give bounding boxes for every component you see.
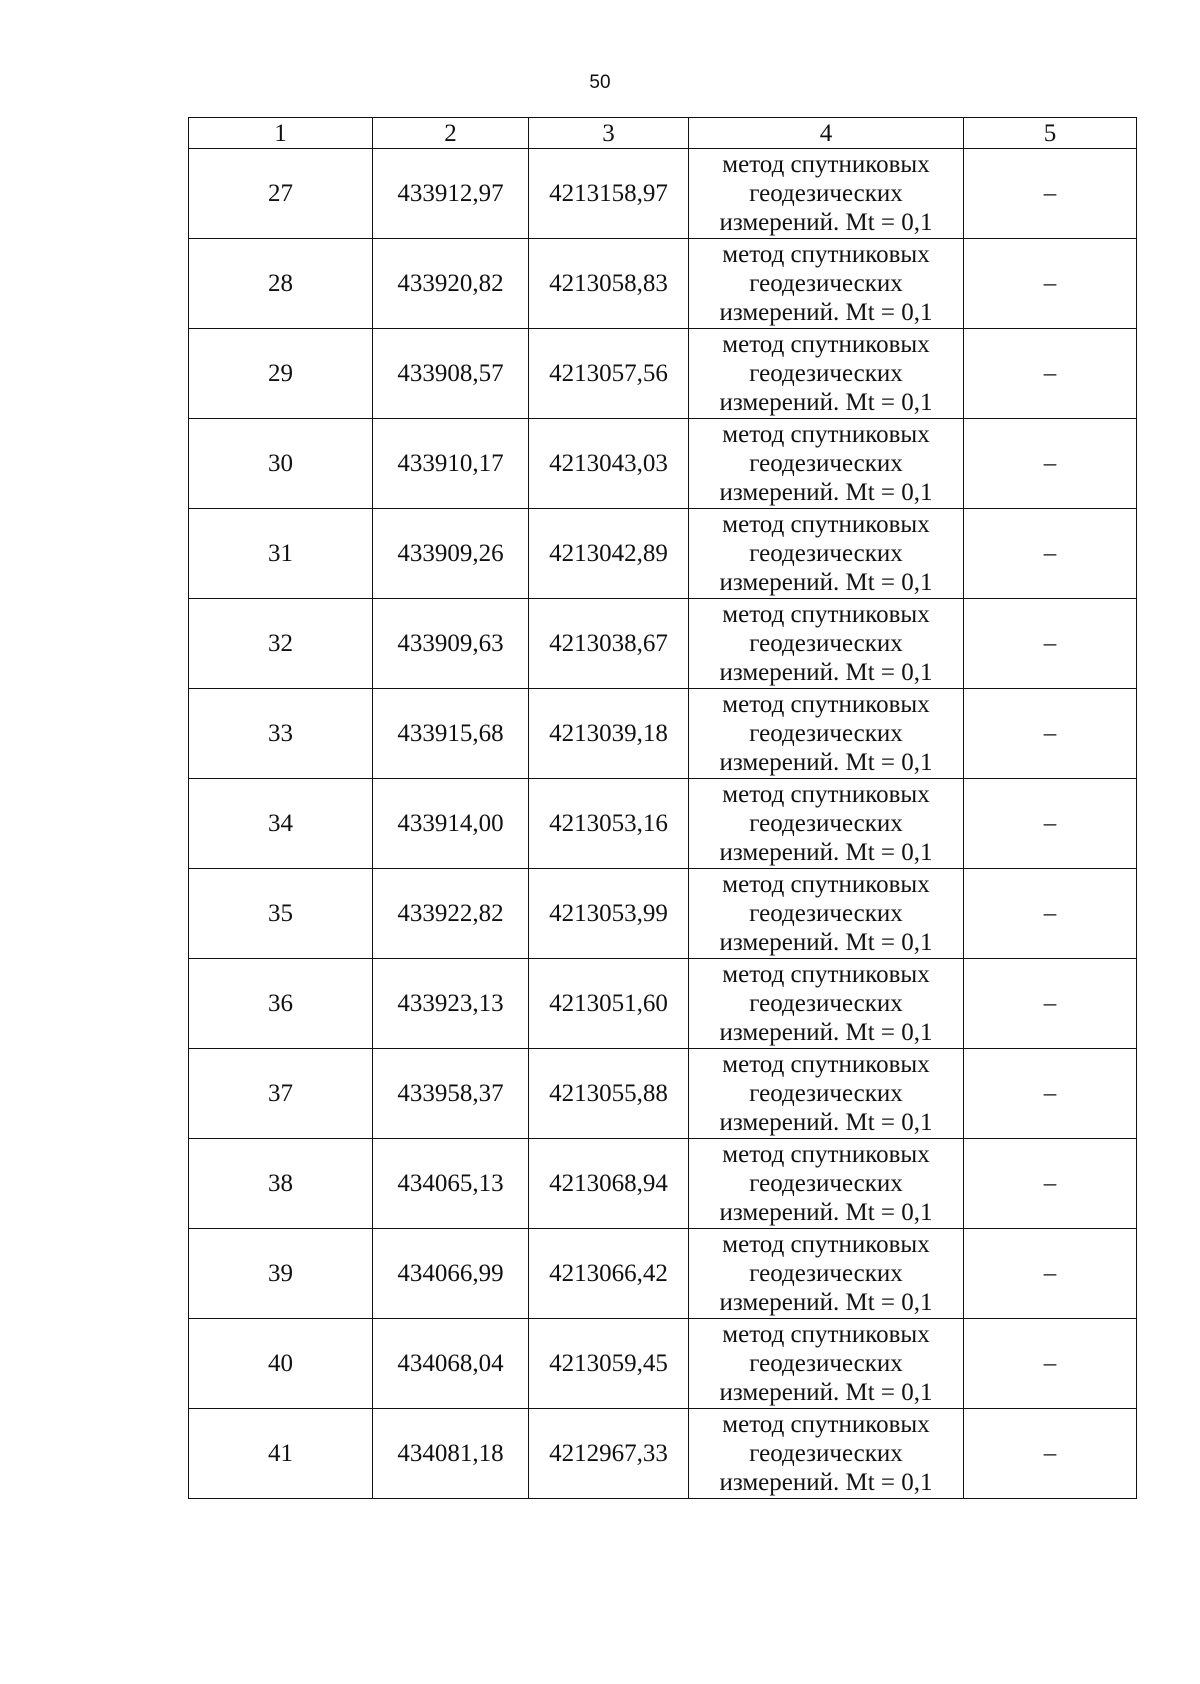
method-line: геодезических	[749, 450, 903, 477]
method-line: геодезических	[749, 540, 903, 567]
method-line: геодезических	[749, 1260, 903, 1287]
method-line: измерений. Mt = 0,1	[719, 389, 933, 416]
point-number-cell: 30	[189, 419, 373, 509]
method-line: метод спутниковых	[722, 961, 930, 988]
point-number-cell: 27	[189, 149, 373, 239]
x-coordinate-cell: 433912,97	[373, 149, 529, 239]
method-line: метод спутниковых	[722, 601, 930, 628]
method-cell	[689, 509, 964, 599]
x-coordinate-cell: 433958,37	[373, 1049, 529, 1139]
table-row	[189, 959, 1137, 1049]
method-line: метод спутниковых	[722, 871, 930, 898]
method-line: измерений. Mt = 0,1	[719, 749, 933, 776]
method-line: метод спутниковых	[722, 511, 930, 538]
x-coordinate-cell: 434065,13	[373, 1139, 529, 1229]
method-line: метод спутниковых	[722, 421, 930, 448]
x-coordinate-cell: 433922,82	[373, 869, 529, 959]
y-coordinate-cell: 4213059,45	[529, 1319, 689, 1409]
note-cell: –	[964, 419, 1137, 509]
method-cell	[689, 329, 964, 419]
method-cell	[689, 419, 964, 509]
table-header-row	[189, 118, 1137, 149]
method-cell	[689, 1409, 964, 1499]
method-line: геодезических	[749, 1440, 903, 1467]
method-line: геодезических	[749, 990, 903, 1017]
method-line: метод спутниковых	[722, 1321, 930, 1348]
y-coordinate-cell: 4213053,16	[529, 779, 689, 869]
method-line: измерений. Mt = 0,1	[719, 1289, 933, 1316]
point-number-cell: 36	[189, 959, 373, 1049]
x-coordinate-cell: 433909,26	[373, 509, 529, 599]
method-line: измерений. Mt = 0,1	[719, 1019, 933, 1046]
method-cell	[689, 1139, 964, 1229]
note-cell: –	[964, 509, 1137, 599]
method-line: измерений. Mt = 0,1	[719, 299, 933, 326]
method-line: геодезических	[749, 720, 903, 747]
table-row	[189, 419, 1137, 509]
method-line: метод спутниковых	[722, 331, 930, 358]
note-cell: –	[964, 149, 1137, 239]
point-number-cell: 35	[189, 869, 373, 959]
header-col-5: 5	[964, 118, 1137, 149]
y-coordinate-cell: 4213158,97	[529, 149, 689, 239]
note-cell: –	[964, 329, 1137, 419]
y-coordinate-cell: 4213058,83	[529, 239, 689, 329]
table-row	[189, 1139, 1137, 1229]
x-coordinate-cell: 433915,68	[373, 689, 529, 779]
y-coordinate-cell: 4213051,60	[529, 959, 689, 1049]
table-row	[189, 329, 1137, 419]
header-col-3: 3	[529, 118, 689, 149]
table-row	[189, 1229, 1137, 1319]
table-row	[189, 1319, 1137, 1409]
table-row	[189, 869, 1137, 959]
method-cell	[689, 959, 964, 1049]
table-row	[189, 149, 1137, 239]
method-line: геодезических	[749, 1170, 903, 1197]
x-coordinate-cell: 433920,82	[373, 239, 529, 329]
x-coordinate-cell: 433923,13	[373, 959, 529, 1049]
point-number-cell: 28	[189, 239, 373, 329]
method-line: геодезических	[749, 1350, 903, 1377]
note-cell: –	[964, 869, 1137, 959]
method-line: метод спутниковых	[722, 1051, 930, 1078]
note-cell: –	[964, 599, 1137, 689]
method-line: метод спутниковых	[722, 241, 930, 268]
y-coordinate-cell: 4213068,94	[529, 1139, 689, 1229]
method-cell	[689, 869, 964, 959]
method-line: измерений. Mt = 0,1	[719, 659, 933, 686]
note-cell: –	[964, 689, 1137, 779]
x-coordinate-cell: 433914,00	[373, 779, 529, 869]
x-coordinate-cell: 434066,99	[373, 1229, 529, 1319]
note-cell: –	[964, 1229, 1137, 1319]
method-cell	[689, 1319, 964, 1409]
method-line: метод спутниковых	[722, 1141, 930, 1168]
method-cell	[689, 149, 964, 239]
note-cell: –	[964, 959, 1137, 1049]
y-coordinate-cell: 4213055,88	[529, 1049, 689, 1139]
method-cell	[689, 1229, 964, 1319]
method-line: измерений. Mt = 0,1	[719, 569, 933, 596]
method-cell	[689, 779, 964, 869]
method-cell	[689, 239, 964, 329]
point-number-cell: 32	[189, 599, 373, 689]
x-coordinate-cell: 433908,57	[373, 329, 529, 419]
method-line: метод спутниковых	[722, 151, 930, 178]
point-number-cell: 29	[189, 329, 373, 419]
table-body	[189, 149, 1137, 1499]
y-coordinate-cell: 4212967,33	[529, 1409, 689, 1499]
method-cell	[689, 1049, 964, 1139]
table-row	[189, 1409, 1137, 1499]
point-number-cell: 38	[189, 1139, 373, 1229]
point-number-cell: 41	[189, 1409, 373, 1499]
method-line: измерений. Mt = 0,1	[719, 839, 933, 866]
table-row	[189, 689, 1137, 779]
method-line: измерений. Mt = 0,1	[719, 1109, 933, 1136]
page-number: 50	[589, 72, 611, 93]
table-row	[189, 239, 1137, 329]
point-number-cell: 33	[189, 689, 373, 779]
point-number-cell: 39	[189, 1229, 373, 1319]
table-row	[189, 509, 1137, 599]
note-cell: –	[964, 1319, 1137, 1409]
method-line: геодезических	[749, 360, 903, 387]
method-line: геодезических	[749, 270, 903, 297]
method-line: геодезических	[749, 900, 903, 927]
y-coordinate-cell: 4213038,67	[529, 599, 689, 689]
x-coordinate-cell: 433909,63	[373, 599, 529, 689]
table-row	[189, 1049, 1137, 1139]
point-number-cell: 40	[189, 1319, 373, 1409]
note-cell: –	[964, 239, 1137, 329]
table-row	[189, 779, 1137, 869]
method-cell	[689, 689, 964, 779]
note-cell: –	[964, 779, 1137, 869]
y-coordinate-cell: 4213057,56	[529, 329, 689, 419]
note-cell: –	[964, 1139, 1137, 1229]
coordinates-table	[188, 117, 1137, 1499]
method-line: измерений. Mt = 0,1	[719, 1379, 933, 1406]
method-line: геодезических	[749, 630, 903, 657]
method-line: измерений. Mt = 0,1	[719, 1199, 933, 1226]
method-line: геодезических	[749, 180, 903, 207]
method-line: геодезических	[749, 1080, 903, 1107]
method-line: измерений. Mt = 0,1	[719, 479, 933, 506]
x-coordinate-cell: 434068,04	[373, 1319, 529, 1409]
y-coordinate-cell: 4213039,18	[529, 689, 689, 779]
y-coordinate-cell: 4213043,03	[529, 419, 689, 509]
y-coordinate-cell: 4213053,99	[529, 869, 689, 959]
header-col-2: 2	[373, 118, 529, 149]
method-line: метод спутниковых	[722, 1411, 930, 1438]
method-line: метод спутниковых	[722, 1231, 930, 1258]
method-line: измерений. Mt = 0,1	[719, 929, 933, 956]
method-cell	[689, 599, 964, 689]
x-coordinate-cell: 433910,17	[373, 419, 529, 509]
x-coordinate-cell: 434081,18	[373, 1409, 529, 1499]
point-number-cell: 37	[189, 1049, 373, 1139]
note-cell: –	[964, 1409, 1137, 1499]
header-col-4: 4	[689, 118, 964, 149]
table-row	[189, 599, 1137, 689]
point-number-cell: 34	[189, 779, 373, 869]
y-coordinate-cell: 4213066,42	[529, 1229, 689, 1319]
method-line: измерений. Mt = 0,1	[719, 1469, 933, 1496]
y-coordinate-cell: 4213042,89	[529, 509, 689, 599]
point-number-cell: 31	[189, 509, 373, 599]
method-line: метод спутниковых	[722, 781, 930, 808]
method-line: измерений. Mt = 0,1	[719, 209, 933, 236]
note-cell: –	[964, 1049, 1137, 1139]
header-col-1: 1	[189, 118, 373, 149]
method-line: геодезических	[749, 810, 903, 837]
method-line: метод спутниковых	[722, 691, 930, 718]
